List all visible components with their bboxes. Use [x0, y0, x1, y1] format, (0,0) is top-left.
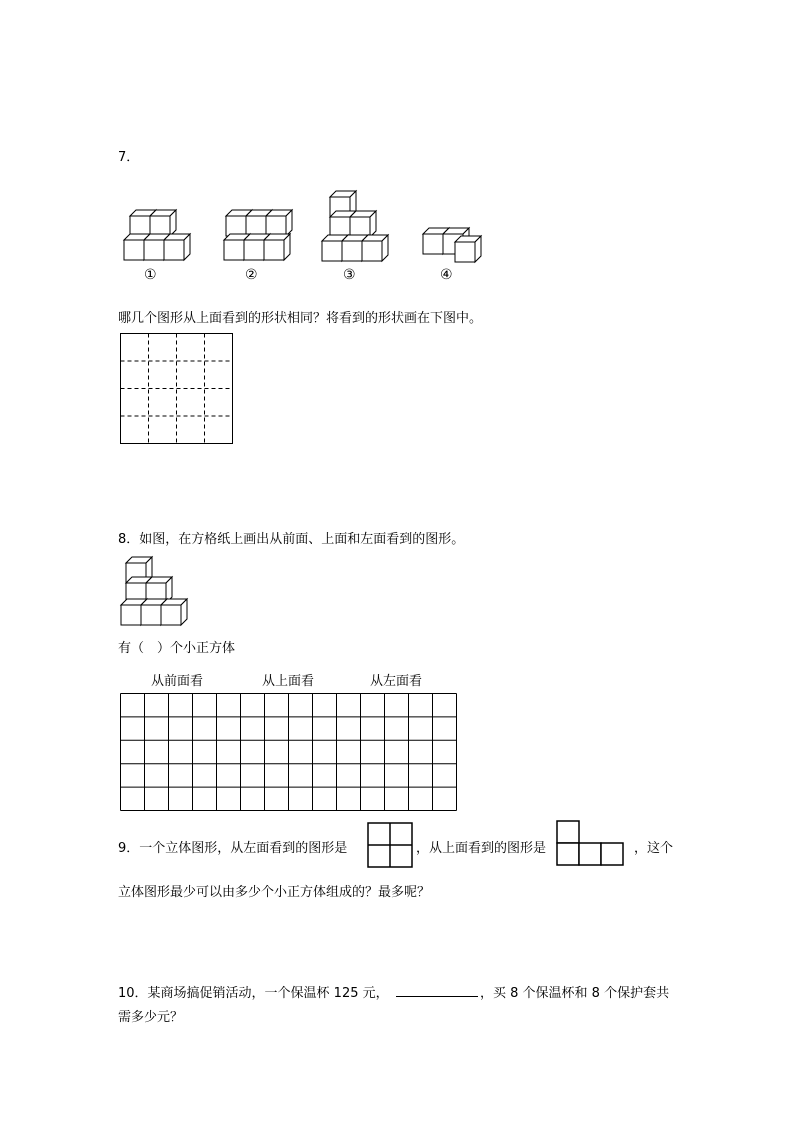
q10-blank[interactable]	[396, 996, 478, 997]
q7-number: 7．	[118, 150, 140, 165]
q7-figure-label-3: ③	[343, 267, 356, 283]
q9-text-line2: 立体图形最少可以由多少个小正方体组成的？最多呢？	[118, 885, 431, 900]
q7-figure-label-2: ②	[245, 267, 258, 283]
q7-figure-3	[318, 185, 398, 265]
q8-view-label-top: 从上面看	[262, 674, 315, 689]
q7-figure-label-4: ④	[440, 267, 453, 283]
q7-answer-grid[interactable]	[120, 333, 234, 445]
q10-text-line2: 需多少元？	[118, 1010, 184, 1025]
q8-view-label-left: 从左面看	[370, 674, 423, 689]
q7-figure-label-1: ①	[144, 267, 157, 283]
q9-text-part3: ，这个	[634, 841, 674, 856]
q9-text-part2: ，从上面看到的图形是	[416, 841, 547, 856]
q8-answer-grid[interactable]	[120, 693, 457, 811]
q7-figure-4	[420, 226, 490, 266]
q10-text-line1-b: ，买 8 个保温杯和 8 个保护套共	[480, 986, 670, 1001]
q8-figure	[118, 553, 198, 633]
q7-question: 哪几个图形从上面看到的形状相同？将看到的形状画在下图中。	[118, 311, 483, 326]
q10-text-line1-a: 10．某商场搞促销活动，一个保温杯 125 元，	[118, 986, 389, 1001]
q8-view-label-front: 从前面看	[151, 674, 204, 689]
q9-left-view-figure	[367, 822, 413, 868]
q7-figure-2	[220, 200, 300, 270]
q9-top-view-figure	[556, 820, 626, 866]
q8-stem: 8．如图，在方格纸上画出从前面、上面和左面看到的图形。	[118, 532, 465, 547]
q8-count-prompt: 有（ ）个小正方体	[118, 641, 236, 656]
q7-figure-1	[120, 200, 200, 270]
q9-text-part1: 9．一个立体图形，从左面看到的图形是	[118, 841, 348, 856]
